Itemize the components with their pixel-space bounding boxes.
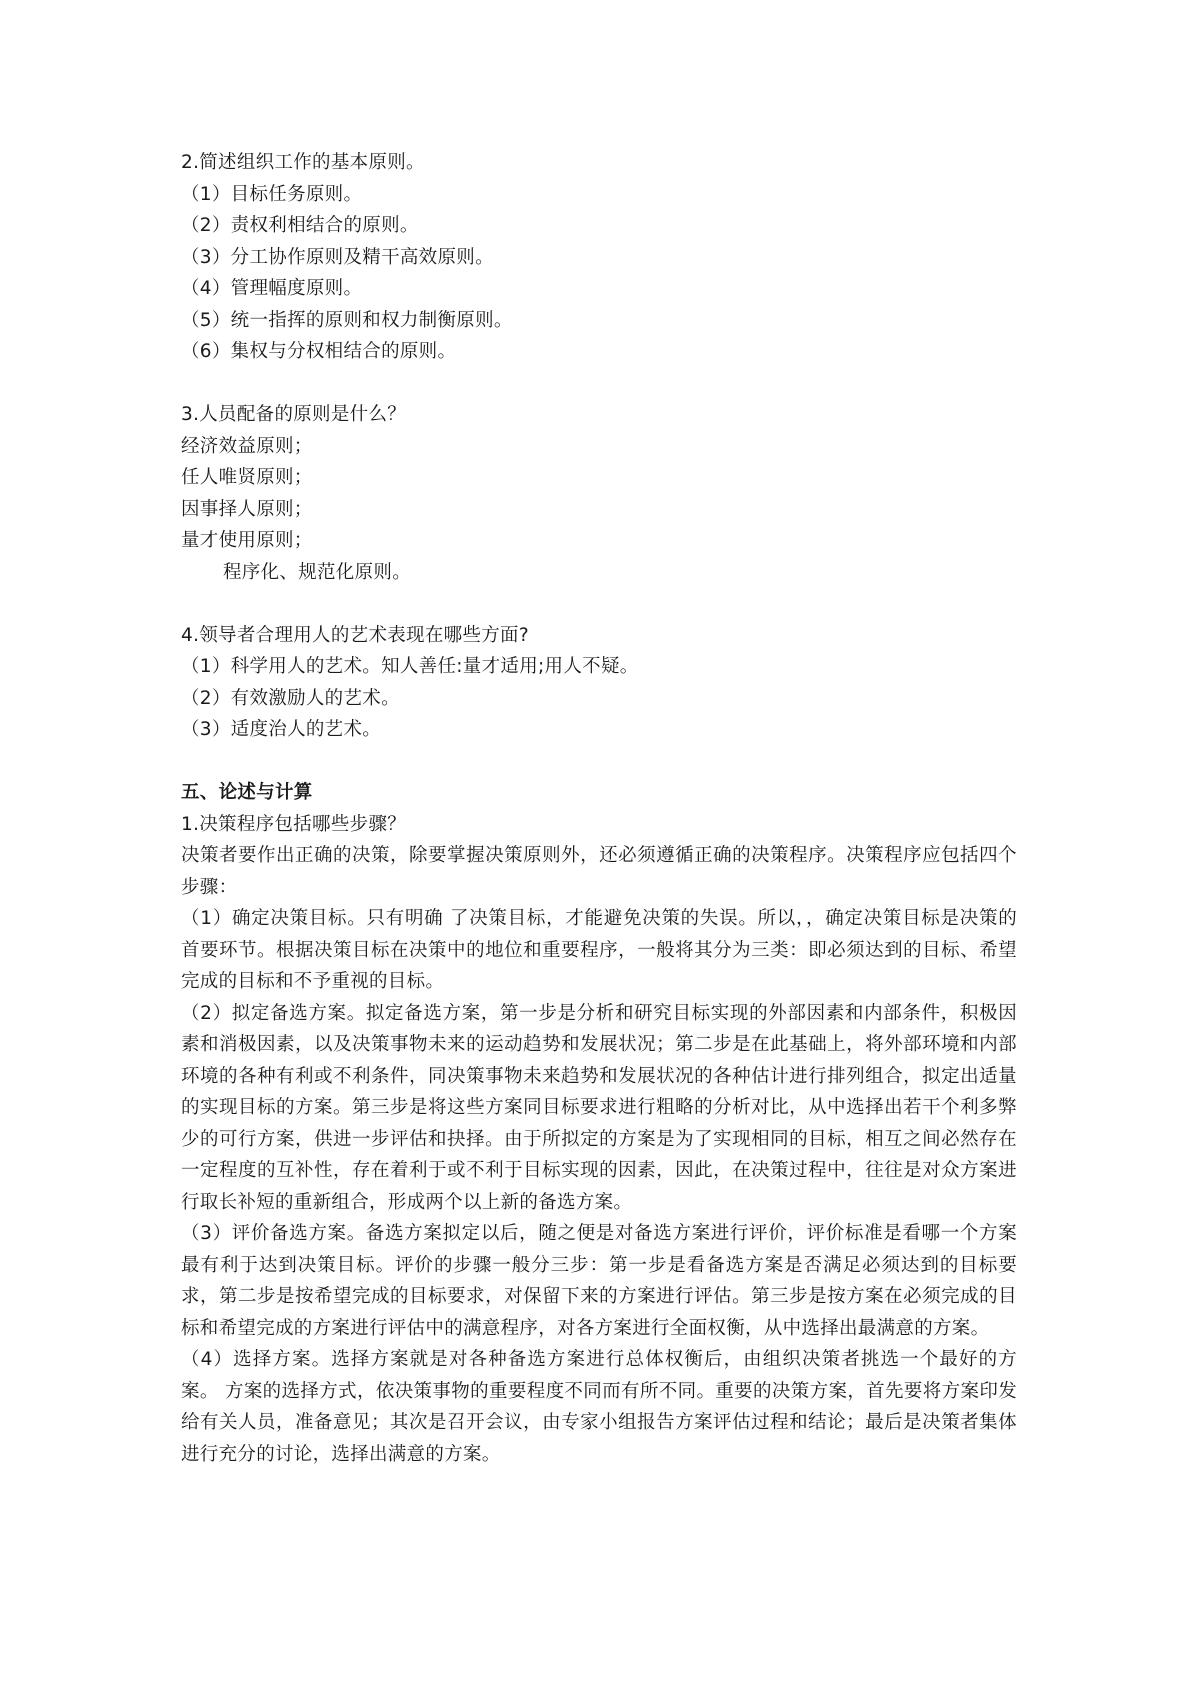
staffing-principle-item: 因事择人原则； xyxy=(181,498,313,520)
leadership-art-item: （3）适度治人的艺术。 xyxy=(181,719,382,740)
question-3-title: 3.人员配备的原则是什么？ xyxy=(181,404,407,425)
spacer xyxy=(181,368,1017,400)
principle-item: （5）统一指挥的原则和权力制衡原则。 xyxy=(181,309,513,331)
principle-item: （6）集权与分权相结合的原则。 xyxy=(181,341,457,362)
spacer xyxy=(181,588,1017,620)
principle-item: （2）责权利相结合的原则。 xyxy=(181,215,419,236)
decision-intro-paragraph: 决策者要作出正确的决策，除要掌握决策原则外，还必须遵循正确的决策程序。决策程序应包括四个步骤： xyxy=(181,845,1017,898)
leadership-art-item: （2）有效激励人的艺术。 xyxy=(181,687,400,709)
decision-step-paragraph: （2）拟定备选方案。拟定备选方案，第一步是分析和研究目标实现的外部因素和内部条件，积极因素和消极因素，以及决策事物未来的运动趋势和发展状况；第二步是在此基础上，将外部环境和内部环境的各种有利或不利条件，同决策事物未来趋势和发展状况的各种估计进行排列组合，拟定出适量的实现目标的方案。第三步是将这些方案同目标要求进行粗略的分析对比，从中选择出若干个利多弊少的可行方案，供进一步评估和抉择。由于所拟定的方案是为了实现相同的目标，相互之间必然存在一定程度的互补性，存在着利于或不利于目标实现的因素，因此，在决策过程中，往往是对众方案进行取长补短的重新组合，形成两个以上新的备选方案。 xyxy=(181,1002,1017,1213)
decision-step-paragraph: （4）选择方案。选择方案就是对各种备选方案进行总体权衡后，由组织决策者挑选一个最好的方案。 方案的选择方式，依决策事物的重要程度不同而有所不同。重要的决策方案，首先要将方案印发给有关人员，准备意见；其次是召开会议，由专家小组报告方案评估过程和结论；最后是决策者集体进行充分的讨论，选择出满意的方案。 xyxy=(181,1349,1017,1465)
principle-item: （3）分工协作原则及精干高效原则。 xyxy=(181,246,494,268)
staffing-principle-item: 量才使用原则； xyxy=(181,530,313,551)
leadership-art-item: （1）科学用人的艺术。知人善任:量才适用;用人不疑。 xyxy=(181,656,639,677)
question-2-title: 2.简述组织工作的基本原则。 xyxy=(181,152,425,173)
document-page xyxy=(181,147,1017,1470)
decision-step-paragraph: （1）确定决策目标。只有明确 了决策目标，才能避免决策的失误。所以，，确定决策目标是决策的首要环节。根据决策目标在决策中的地位和重要程序，一般将其分为三类：即必须达到的目标、希望完成的目标和不予重视的目标。 xyxy=(181,908,1017,992)
staffing-principle-item: 程序化、规范化原则。 xyxy=(223,561,412,583)
part-5-question-1-title: 1.决策程序包括哪些步骤？ xyxy=(181,813,407,835)
part-5-heading: 五、论述与计算 xyxy=(181,782,313,803)
spacer xyxy=(181,746,1017,778)
staffing-principle-item: 任人唯贤原则； xyxy=(181,467,313,488)
decision-step-paragraph: （3）评价备选方案。备选方案拟定以后，随之便是对备选方案进行评价，评价标准是看哪一个方案最有利于达到决策目标。评价的步骤一般分三步：第一步是看备选方案是否满足必须达到的目标要求，第二步是按希望完成的目标要求，对保留下来的方案进行评估。第三步是按方案在必须完成的目标和希望完成的方案进行评估中的满意程序，对各方案进行全面权衡，从中选择出最满意的方案。 xyxy=(181,1223,1017,1339)
staffing-principle-item: 经济效益原则； xyxy=(181,435,313,457)
question-4-title: 4.领导者合理用人的艺术表现在哪些方面? xyxy=(181,624,529,646)
principle-item: （1）目标任务原则。 xyxy=(181,183,363,205)
principle-item: （4）管理幅度原则。 xyxy=(181,278,363,299)
